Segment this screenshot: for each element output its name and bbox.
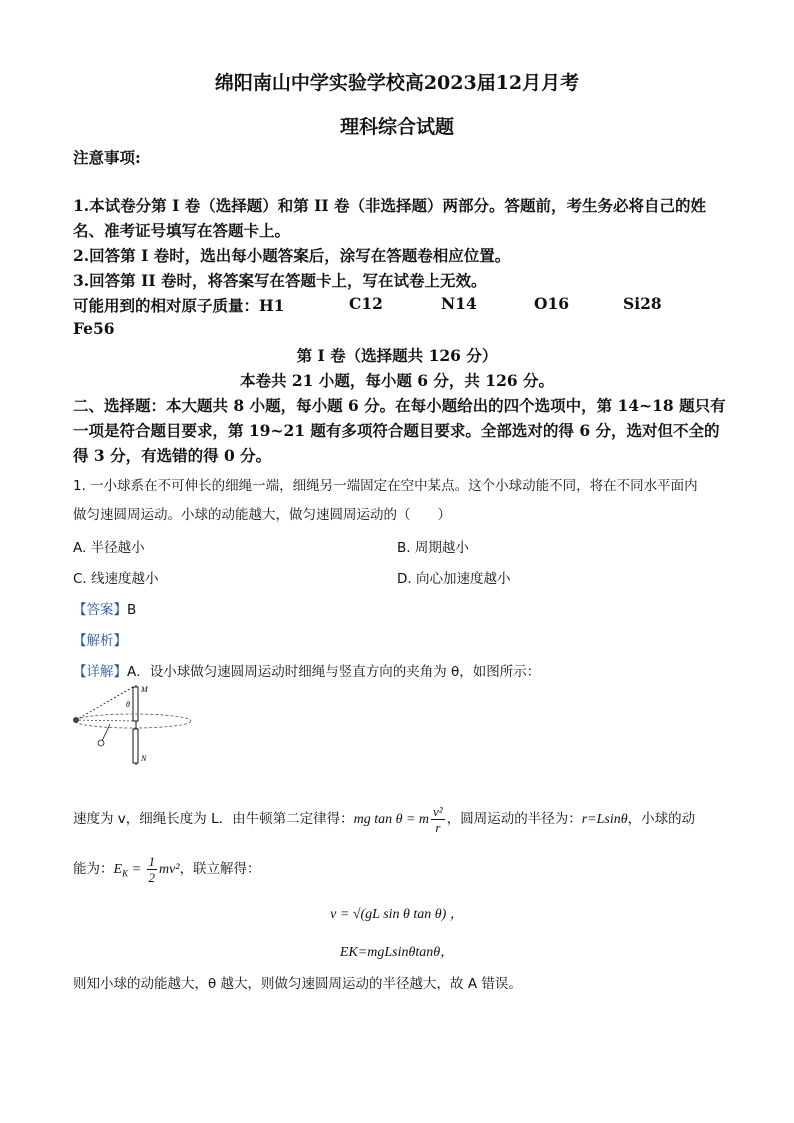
half-numerator: 1 <box>148 853 156 869</box>
atomic-mass-fe: Fe56 <box>73 319 115 338</box>
ball-string <box>102 724 110 741</box>
conical-pendulum-figure <box>70 683 195 768</box>
upper-rod <box>133 687 138 721</box>
notice-heading: 注意事项: <box>73 148 141 167</box>
derivation-text-1: 速度为 v，细绳长度为 L．由牛顿第二定律得： <box>73 811 354 827</box>
newton-equation-left: mg tan θ = m <box>353 812 430 827</box>
notice-item-1-line-1: 1.本试卷分第 I 卷（选择题）和第 II 卷（非选择题）两部分。答题前，考生务必将自己的姓 <box>73 196 707 215</box>
v2-over-r-fraction <box>431 804 445 835</box>
detail-text: A．设小球做匀速圆周运动时细绳与竖直方向的夹角为 θ，如图所示： <box>127 664 541 680</box>
fraction-numerator: v² <box>433 803 443 819</box>
atomic-mass-si: Si28 <box>623 294 662 313</box>
notice-item-3: 3.回答第 II 卷时，将答案写在答题卡上，写在试卷上无效。 <box>73 271 487 290</box>
notice-item-2: 2.回答第 I 卷时，选出每小题答案后，涂写在答题卷相应位置。 <box>73 246 511 265</box>
label-m: M <box>141 685 148 694</box>
detail-label: 【详解】 <box>73 664 127 680</box>
section-instructions-line-3: 得 3 分，有选错的得 0 分。 <box>73 446 272 465</box>
option-b: B. 周期越小 <box>397 540 469 556</box>
kinetic-energy-equation: EK=mgLsinθtanθ， <box>339 945 455 960</box>
ball-left <box>73 717 79 723</box>
question-stem-line-2: 做匀速圆周运动。小球的动能越大，做匀速圆周运动的（ ） <box>73 507 451 523</box>
derivation-text-4: 能为： <box>73 861 114 877</box>
section-subtitle: 本卷共 21 小题，每小题 6 分，共 126 分。 <box>239 371 555 390</box>
half-fraction <box>147 854 158 885</box>
section-instructions-line-2: 一项是符合题目要求，第 19~21 题有多项符合题目要求。全部选对的得 6 分，选对但不全的 <box>73 421 720 440</box>
option-c: C. 线速度越小 <box>73 571 159 587</box>
ek-symbol: E <box>113 862 123 877</box>
fraction-denominator: r <box>435 819 441 835</box>
ball-lower <box>98 740 104 746</box>
derivation-text-3: ，小球的动 <box>627 811 696 827</box>
radius-line <box>76 720 133 721</box>
lower-rod <box>133 729 138 763</box>
page-subtitle: 理科综合试题 <box>339 116 454 138</box>
analysis-label: 【解析】 <box>73 633 127 649</box>
derivation-line-2 <box>73 852 261 886</box>
atomic-mass-c: C12 <box>349 294 383 313</box>
radius-expression: r=Lsinθ <box>581 812 628 827</box>
string-line <box>76 687 133 720</box>
question-stem-line-1: 1. 一小球系在不可伸长的细绳一端，细绳另一端固定在空中某点。这个小球动能不同，将在不同水平面内 <box>73 478 698 494</box>
velocity-equation: v = √(gL sin θ tan θ) ， <box>330 907 464 922</box>
derivation-text-5: ，联立解得： <box>179 861 261 877</box>
option-a: A. 半径越小 <box>73 540 145 556</box>
derivation-text-2: ，圆周运动的半径为： <box>446 811 582 827</box>
ek-subscript: K <box>122 868 129 879</box>
option-d: D. 向心加速度越小 <box>397 571 511 587</box>
page-title: 绵阳南山中学实验学校高2023届12月月考 <box>214 72 580 94</box>
notice-item-1-line-2: 名、准考证号填写在答题卡上。 <box>73 221 291 240</box>
answer-line <box>73 598 136 618</box>
section-instructions-line-1: 二、选择题：本大题共 8 小题，每小题 6 分。在每小题给出的四个选项中，第 14~18 题只有 <box>73 396 726 415</box>
answer-label: 【答案】 <box>73 602 127 618</box>
atomic-mass-o: O16 <box>534 294 570 313</box>
label-n: N <box>141 754 147 763</box>
conclusion-line: 则知小球的动能越大，θ 越大，则做匀速圆周运动的半径越大，故 A 错误。 <box>73 976 522 992</box>
half-denominator: 2 <box>148 869 156 885</box>
answer-value: B <box>127 602 137 618</box>
ek-equals: = <box>128 862 145 877</box>
atomic-mass-n: N14 <box>441 294 477 313</box>
label-theta: θ <box>126 700 130 709</box>
section-title: 第 I 卷（选择题共 126 分） <box>296 346 498 365</box>
derivation-line-1 <box>73 802 695 836</box>
detail-line <box>73 660 540 680</box>
atomic-mass-label: 可能用到的相对原子质量：H1 <box>73 296 285 315</box>
ek-right: mv² <box>159 862 180 877</box>
